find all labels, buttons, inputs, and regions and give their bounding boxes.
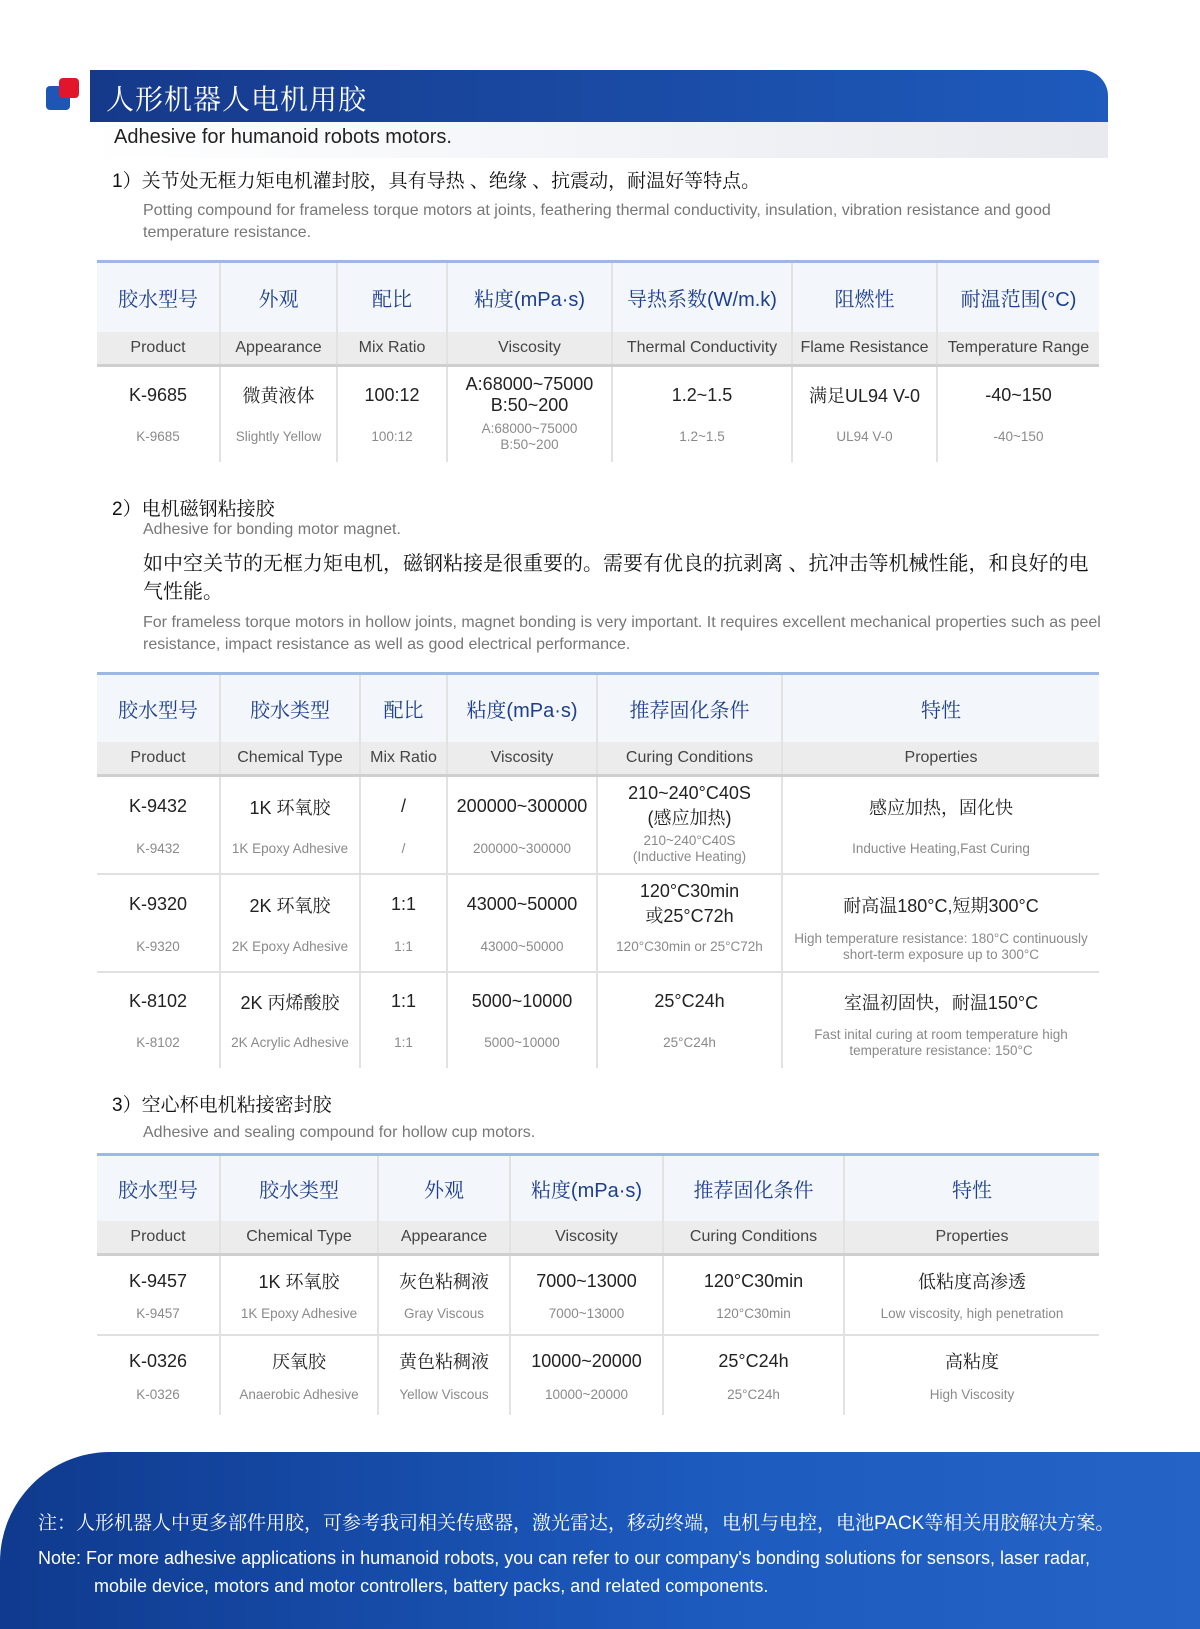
header-cn-curing: 推荐固化条件 — [663, 1155, 844, 1221]
table-cell-english: K-0326 — [97, 1381, 220, 1415]
table-cell-english: 210~240°C40S (Inductive Heating) — [597, 830, 782, 874]
header-cn-chemical-type: 胶水类型 — [220, 674, 360, 742]
table-cell-english: 43000~50000 — [447, 928, 597, 972]
page-subtitle-bar — [90, 122, 1108, 158]
header-cn-curing: 推荐固化条件 — [597, 674, 782, 742]
table-row-english — [97, 418, 1099, 462]
header-cn-appearance: 外观 — [220, 262, 337, 332]
section3-title: 3）空心杯电机粘接密封胶 — [112, 1095, 332, 1116]
table-cell: 210~240°C40S (感应加热) — [597, 776, 782, 831]
header-en-properties: Properties — [844, 1221, 1099, 1255]
table-row — [97, 366, 1099, 418]
table-cell: 1.2~1.5 — [612, 366, 792, 418]
table-cell-english: 100:12 — [337, 418, 447, 462]
table-cell: 200000~300000 — [447, 776, 597, 831]
table-cell: 120°C30min — [663, 1255, 844, 1301]
section1-description: Potting compound for frameless torque motors at joints, feathering thermal conductivity, insulation, vibration resistance and good temperature resistance. — [143, 202, 1051, 241]
table-cell: / — [360, 776, 447, 831]
header-cn-properties: 特性 — [844, 1155, 1099, 1221]
header-cn-product: 胶水型号 — [97, 674, 220, 742]
table-cell-english: 5000~10000 — [447, 1024, 597, 1068]
header-cn-thermal: 导热系数(W/m.k) — [612, 262, 792, 332]
table-cell-english: 2K Epoxy Adhesive — [220, 928, 360, 972]
table-cell: K-9457 — [97, 1255, 220, 1301]
table-cell-english: 1.2~1.5 — [612, 418, 792, 462]
table-cell: 高粘度 — [945, 1352, 999, 1372]
table-cell-english: K-9320 — [97, 928, 220, 972]
table-cell: 微黄液体 — [220, 366, 337, 418]
section2-subtitle: Adhesive for bonding motor magnet. — [143, 521, 401, 538]
header-en-temperature: Temperature Range — [937, 332, 1099, 366]
table-cell-english: A:68000~75000 B:50~200 — [447, 418, 612, 462]
table-cell: K-9432 — [97, 776, 220, 831]
table-row — [97, 1335, 1099, 1381]
table-cell-english: Yellow Viscous — [378, 1381, 510, 1415]
table-cell: K-0326 — [97, 1335, 220, 1381]
table-cell: 2K 丙烯酸胶 — [220, 972, 360, 1024]
table-cell: 100:12 — [337, 366, 447, 418]
table-cell: K-8102 — [97, 972, 220, 1024]
header-en-properties: Properties — [782, 742, 1099, 776]
section1-title: 1）关节处无框力矩电机灌封胶，具有导热 、绝缘 、抗震动，耐温好等特点。 — [112, 171, 761, 192]
table-cell-english: High Viscosity — [929, 1386, 1015, 1402]
header-cn-mix-ratio: 配比 — [337, 262, 447, 332]
table-cell-english: 10000~20000 — [510, 1381, 663, 1415]
footer-note-en — [38, 1544, 1168, 1600]
header-cn-product: 胶水型号 — [97, 262, 220, 332]
table-cell: 1:1 — [360, 874, 447, 928]
header-en-chemical-type: Chemical Type — [220, 742, 360, 776]
section2-table — [97, 672, 1099, 1068]
header-cn-viscosity: 粘度(mPa·s) — [447, 674, 597, 742]
table-cell-english: K-8102 — [97, 1024, 220, 1068]
table-cell-english: 1:1 — [360, 928, 447, 972]
footer-note-en-line1: Note: For more adhesive applications in humanoid robots, you can refer to our company's bonding solutions for sensors, laser radar, — [38, 1548, 1090, 1568]
header-cn-viscosity: 粘度(mPa·s) — [510, 1155, 663, 1221]
table-cell: 感应加热，固化快 — [869, 797, 1013, 818]
section1-table — [97, 260, 1099, 462]
table-cell-english: K-9432 — [97, 830, 220, 874]
header-en-viscosity: Viscosity — [447, 742, 597, 776]
table-cell: 1K 环氧胶 — [220, 776, 360, 831]
table-cell: 厌氧胶 — [220, 1335, 378, 1381]
header-en-product: Product — [97, 332, 220, 366]
table-cell: 25°C24h — [663, 1335, 844, 1381]
table-cell-english: High temperature resistance: 180°C continuously short-term exposure up to 300°C — [782, 928, 1099, 972]
table-cell-english: 7000~13000 — [510, 1301, 663, 1335]
header-cn-appearance: 外观 — [378, 1155, 510, 1221]
table-row — [97, 776, 1099, 831]
section3-table — [97, 1153, 1099, 1415]
table-cell: -40~150 — [985, 384, 1052, 405]
header-en-product: Product — [97, 1221, 220, 1255]
table-row-english — [97, 1301, 1099, 1335]
table-cell-english: 120°C30min — [663, 1301, 844, 1335]
header-cn-temperature: 耐温范围(°C) — [937, 262, 1099, 332]
table-cell-english: Gray Viscous — [378, 1301, 510, 1335]
table-cell-english: K-9457 — [97, 1301, 220, 1335]
table-cell: 室温初固快，耐温150°C — [843, 992, 1039, 1013]
table-cell: 43000~50000 — [447, 874, 597, 928]
header-en-mix-ratio: Mix Ratio — [360, 742, 447, 776]
page-title: 人形机器人电机用胶 — [106, 84, 368, 115]
table-cell: 2K 环氧胶 — [220, 874, 360, 928]
table-cell-english: 1K Epoxy Adhesive — [220, 830, 360, 874]
section2-paragraph-cn: 如中空关节的无框力矩电机，磁钢粘接是很重要的。需要有优良的抗剥离 、抗冲击等机械性能，和良好的电气性能。 — [143, 553, 1089, 603]
header-en-appearance: Appearance — [378, 1221, 510, 1255]
table-cell: 满足UL94 V-0 — [792, 366, 937, 418]
header-cn-properties: 特性 — [782, 674, 1099, 742]
header-en-chemical-type: Chemical Type — [220, 1221, 378, 1255]
table-cell-english: Inductive Heating,Fast Curing — [782, 830, 1099, 874]
page-header-bar — [90, 70, 1108, 122]
table-cell-english: K-9685 — [97, 418, 220, 462]
header-en-curing: Curing Conditions — [663, 1221, 844, 1255]
table-cell-english: 1:1 — [360, 1024, 447, 1068]
table-row — [97, 1255, 1099, 1301]
table-cell-english: Slightly Yellow — [220, 418, 337, 462]
header-cn-viscosity: 粘度(mPa·s) — [447, 262, 612, 332]
section3-subtitle: Adhesive and sealing compound for hollow cup motors. — [143, 1124, 536, 1141]
table-cell-english: 120°C30min or 25°C72h — [597, 928, 782, 972]
table-cell: 25°C24h — [597, 972, 782, 1024]
table-cell: A:68000~75000 B:50~200 — [447, 366, 612, 418]
table-cell: 灰色粘稠液 — [378, 1255, 510, 1301]
header-en-viscosity: Viscosity — [510, 1221, 663, 1255]
table-cell: 1:1 — [360, 972, 447, 1024]
footer-note-cn: 注：人形机器人中更多部件用胶，可参考我司相关传感器，激光雷达，移动终端，电机与电控，电池PACK等相关用胶解决方案。 — [38, 1513, 1115, 1534]
table-cell-english: 1K Epoxy Adhesive — [220, 1301, 378, 1335]
table-row — [97, 972, 1099, 1024]
section2-title: 2）电机磁钢粘接胶 — [112, 499, 275, 520]
brand-logo-icon — [46, 78, 82, 114]
header-en-mix-ratio: Mix Ratio — [337, 332, 447, 366]
table-row-english — [97, 1381, 1099, 1415]
header-en-appearance: Appearance — [220, 332, 337, 366]
table-row-english — [97, 1024, 1099, 1068]
footer-banner — [0, 1452, 1200, 1629]
table-cell: 7000~13000 — [510, 1255, 663, 1301]
table-cell-english: UL94 V-0 — [792, 418, 937, 462]
table-cell-english: 200000~300000 — [447, 830, 597, 874]
table-cell-english: Fast inital curing at room temperature high temperature resistance: 150°C — [814, 1027, 1068, 1058]
section2-paragraph-en: For frameless torque motors in hollow joints, magnet bonding is very important. It requires excellent mechanical properties such as peel resistance, impact resistance as well as good electrical performance. — [143, 614, 1101, 653]
header-en-flame: Flame Resistance — [792, 332, 937, 366]
table-cell: 120°C30min 或25°C72h — [597, 874, 782, 928]
table-cell: 10000~20000 — [510, 1335, 663, 1381]
header-cn-mix-ratio: 配比 — [360, 674, 447, 742]
header-en-viscosity: Viscosity — [447, 332, 612, 366]
table-cell-english: Low viscosity, high penetration — [844, 1301, 1099, 1335]
table-row — [97, 874, 1099, 928]
table-cell: 黄色粘稠液 — [378, 1335, 510, 1381]
table-row-english — [97, 830, 1099, 874]
header-cn-flame: 阻燃性 — [792, 262, 937, 332]
table-cell: 5000~10000 — [447, 972, 597, 1024]
page-subtitle: Adhesive for humanoid robots motors. — [114, 126, 452, 148]
table-row-english — [97, 928, 1099, 972]
footer-note-en-line2: mobile device, motors and motor controllers, battery packs, and related components. — [94, 1576, 769, 1596]
header-cn-chemical-type: 胶水类型 — [220, 1155, 378, 1221]
table-cell-english: / — [360, 830, 447, 874]
table-cell: 低粘度高渗透 — [918, 1272, 1026, 1293]
header-cn-product: 胶水型号 — [97, 1155, 220, 1221]
table-cell-english: 25°C24h — [597, 1024, 782, 1068]
table-cell: K-9685 — [97, 366, 220, 418]
table-cell: 1K 环氧胶 — [220, 1255, 378, 1301]
table-cell-english: 25°C24h — [663, 1381, 844, 1415]
table-cell-english: -40~150 — [993, 428, 1044, 444]
header-en-product: Product — [97, 742, 220, 776]
header-en-thermal: Thermal Conductivity — [612, 332, 792, 366]
table-cell-english: Anaerobic Adhesive — [220, 1381, 378, 1415]
table-cell: K-9320 — [97, 874, 220, 928]
header-en-curing: Curing Conditions — [597, 742, 782, 776]
table-cell-english: 2K Acrylic Adhesive — [220, 1024, 360, 1068]
table-cell: 耐高温180°C,短期300°C — [843, 895, 1039, 916]
